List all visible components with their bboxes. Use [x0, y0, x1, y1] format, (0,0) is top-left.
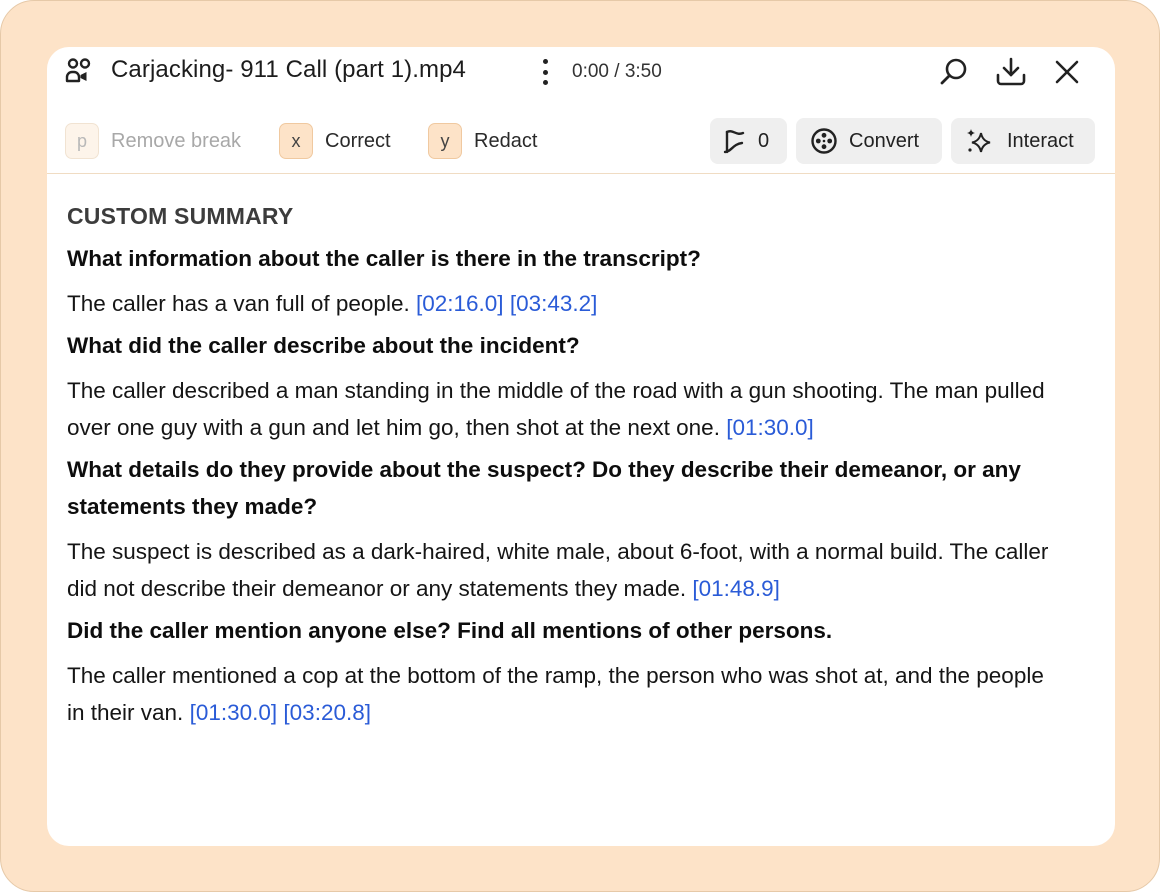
timestamp-link[interactable]: [03:20.8]	[283, 700, 371, 725]
answer-body: The suspect is described as a dark-haired, white male, about 6-foot, with a normal build. The caller did not describe their demeanor or any statements they made.	[67, 538, 1049, 601]
redact-button[interactable]: Redact	[474, 130, 538, 152]
correct-button[interactable]: Correct	[325, 130, 391, 152]
answer-text	[67, 372, 1057, 447]
timestamp-link[interactable]: [01:48.9]	[692, 576, 780, 601]
interact-label: Interact	[1007, 129, 1074, 152]
convert-button[interactable]	[796, 118, 942, 164]
film-reel-icon	[810, 127, 838, 155]
marker-button[interactable]	[710, 118, 787, 164]
remove-break-key: p	[65, 123, 99, 159]
convert-label: Convert	[849, 129, 920, 152]
remove-break-button[interactable]: Remove break	[111, 130, 242, 152]
redact-key: y	[428, 123, 462, 159]
timestamp-link[interactable]: [01:30.0]	[726, 415, 814, 440]
download-icon[interactable]	[994, 55, 1028, 89]
question-text: What did the caller describe about the incident?	[67, 332, 580, 358]
marker-icon	[722, 126, 748, 156]
timestamp-link[interactable]: [02:16.0]	[415, 291, 504, 316]
question-text: What details do they provide about the suspect? Do they describe their demeanor, or any statements they made?	[67, 456, 1021, 519]
answer-body: The caller described a man standing in the middle of the road with a gun shooting. The man pulled over one guy with a gun and let him go, then shot at the next one.	[67, 377, 1045, 440]
correct-key: x	[279, 123, 313, 159]
answer-body: The caller has a van full of people.	[67, 291, 410, 316]
search-icon[interactable]	[937, 55, 971, 89]
close-icon[interactable]	[1050, 55, 1084, 89]
file-title: Carjacking- 911 Call (part 1).mp4	[111, 56, 466, 83]
timestamp-link[interactable]: [03:43.2]	[509, 291, 598, 316]
summary-content	[67, 203, 1057, 736]
action-toolbar	[47, 117, 1115, 167]
marker-count: 0	[758, 129, 770, 152]
interact-button[interactable]	[951, 118, 1095, 164]
people-icon	[65, 57, 93, 85]
panel-header	[47, 47, 1115, 97]
question-text: What information about the caller is there in the transcript?	[67, 246, 701, 271]
sparkles-icon	[965, 126, 995, 156]
transcript-panel	[47, 47, 1115, 846]
answer-text	[67, 533, 1057, 608]
answer-text	[67, 285, 1057, 323]
answer-body: The caller mentioned a cop at the bottom of the ramp, the person who was shot at, and the people in their van.	[67, 662, 1044, 725]
question-text: Did the caller mention anyone else? Find all mentions of other persons.	[67, 617, 833, 643]
toolbar-divider	[47, 173, 1115, 174]
answer-text	[67, 657, 1057, 732]
summary-heading: CUSTOM SUMMARY	[67, 203, 294, 229]
playback-time: 0:00 / 3:50	[572, 61, 662, 82]
more-vertical-icon[interactable]	[535, 57, 555, 87]
timestamp-link[interactable]: [01:30.0]	[189, 700, 278, 725]
